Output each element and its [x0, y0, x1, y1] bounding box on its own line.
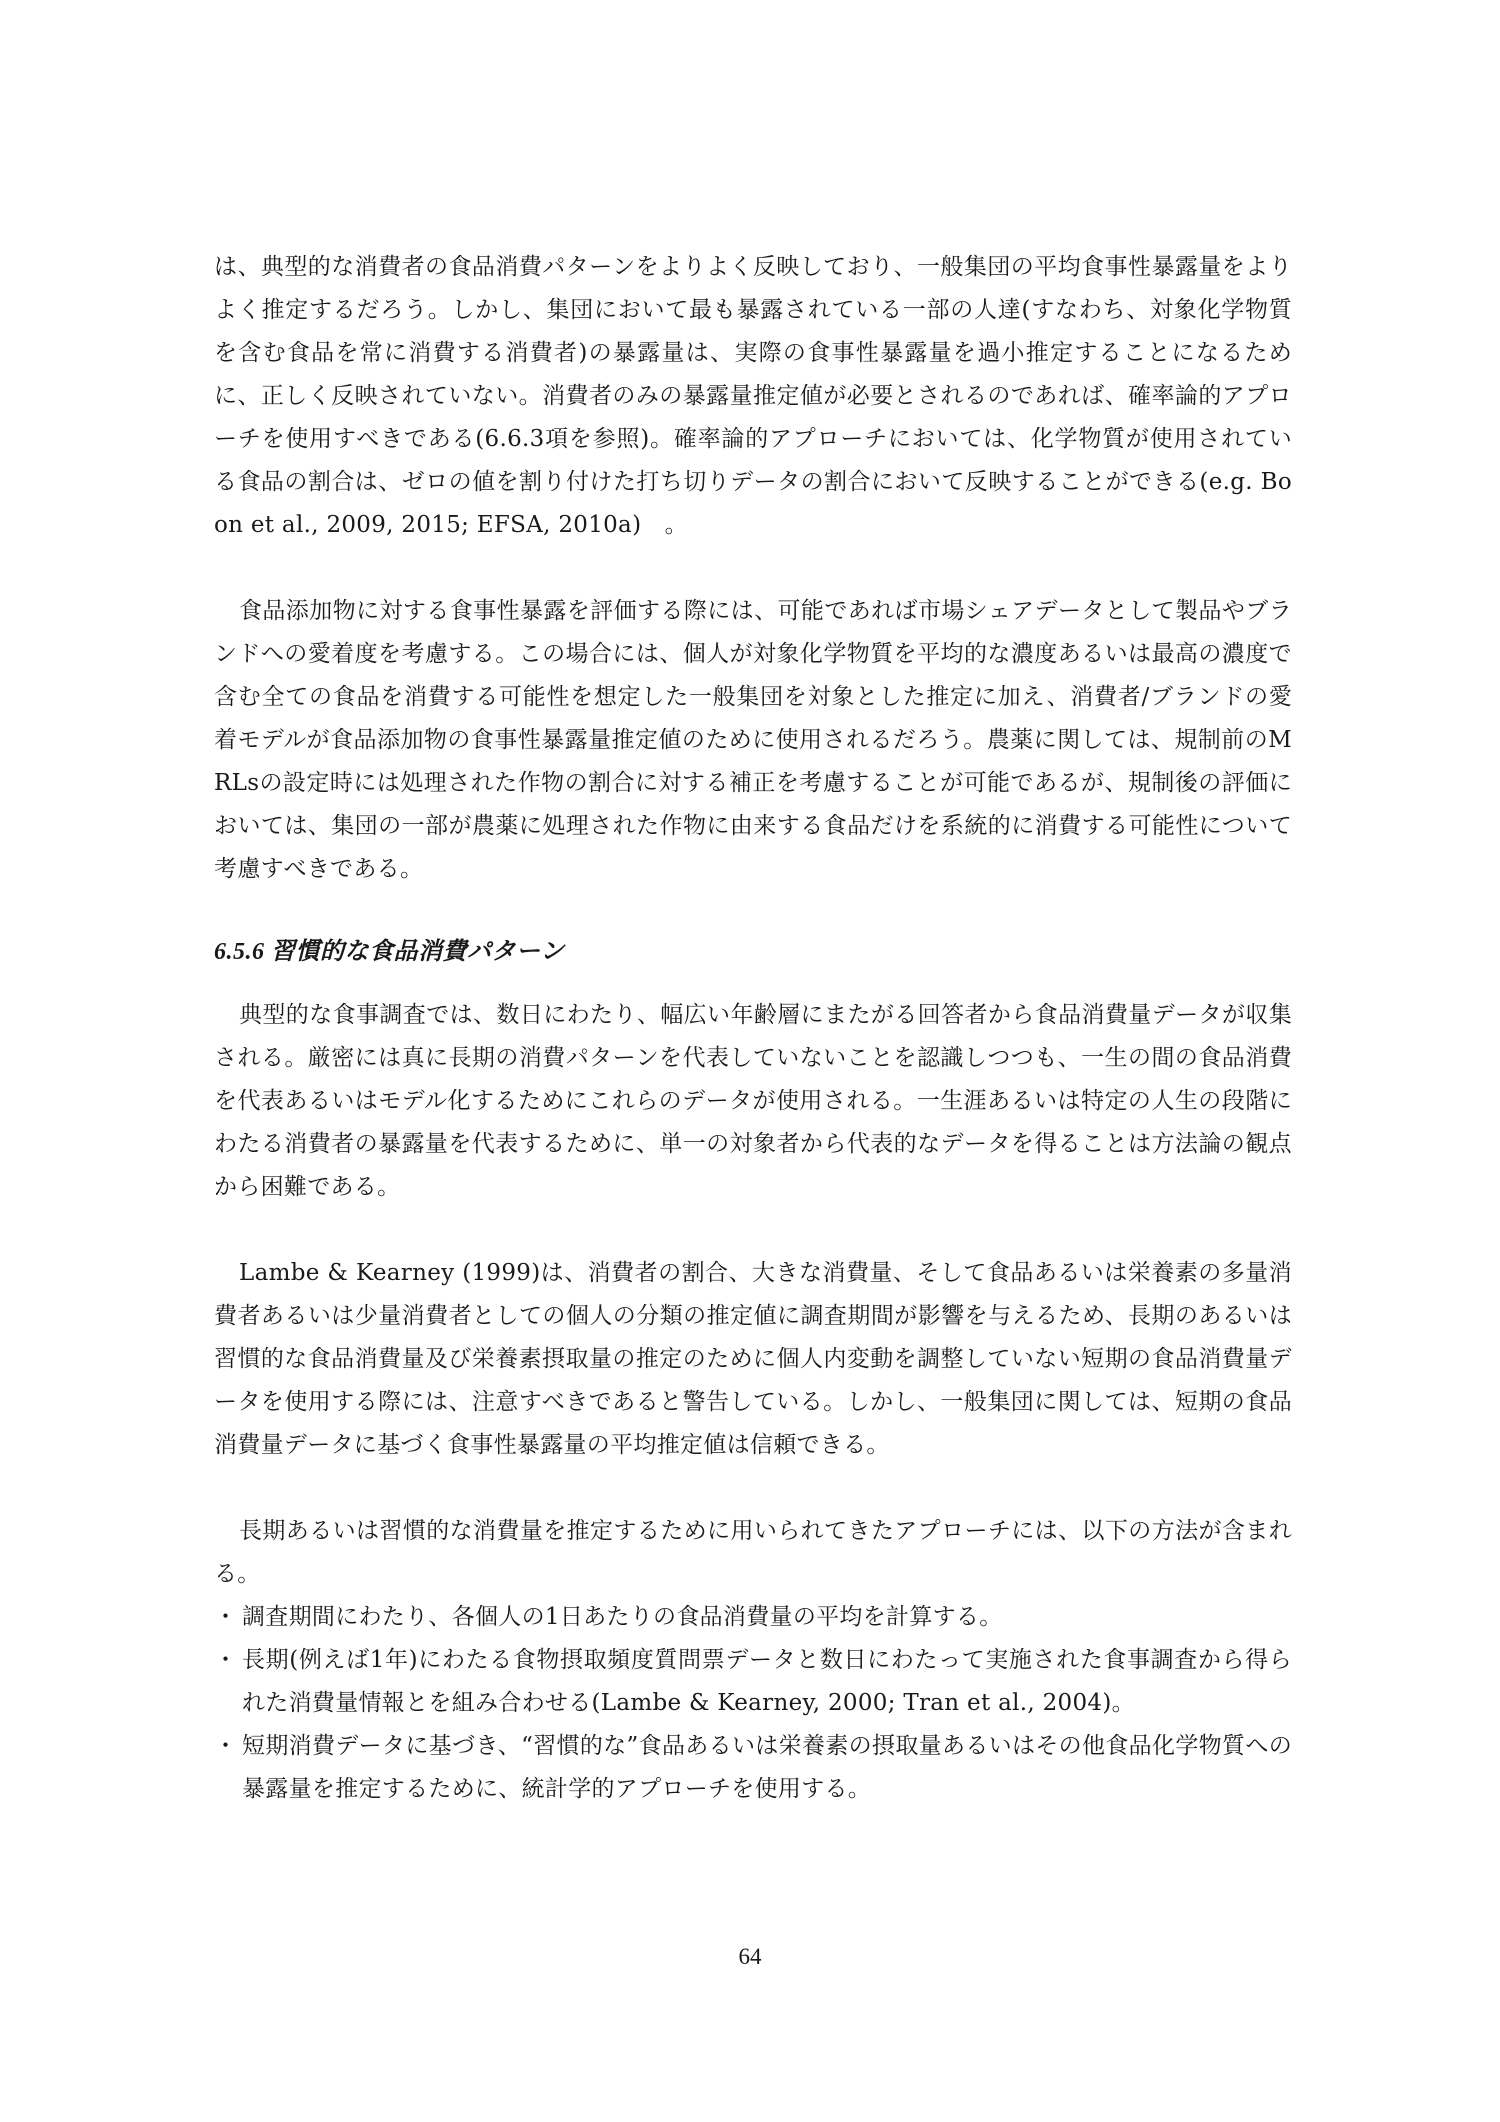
page-number: 64: [738, 1944, 762, 1969]
bullet-mark: ・: [214, 1733, 238, 1759]
paragraph-spacer: [214, 547, 1292, 590]
section-spacer: [214, 891, 1292, 931]
list-item: [214, 1725, 1292, 1811]
section-spacer: [214, 974, 1292, 994]
list-item-text: 調査期間にわたり、各個人の1日あたりの食品消費量の平均を計算する。: [242, 1604, 1003, 1630]
paragraph-food-additives: 食品添加物に対する食事性暴露を評価する際には、可能であれば市場シェアデータとして製品やブランドへの愛着度を考慮する。この場合には、個人が対象化学物質を平均的な濃度あるいは最高の濃度で含む全ての食品を消費する可能性を想定した一般集団を対象とした推定に加え、消費者/ブランドの愛着モデルが食品添加物の食事性暴露量推定値のために使用されるだろう。農薬に関しては、規制前のMRLsの設定時には処理された作物の割合に対する補正を考慮することが可能であるが、規制後の評価においては、集団の一部が農薬に処理された作物に由来する食品だけを系統的に消費する可能性について考慮すべきである。: [214, 598, 1292, 882]
paragraph-continuation: は、典型的な消費者の食品消費パターンをよりよく反映しており、一般集団の平均食事性暴露量をよりよく推定するだろう。しかし、集団において最も暴露されている一部の人達(すなわち、対象化学物質を含む食品を常に消費する消費者)の暴露量は、実際の食事性暴露量を過小推定することになるために、正しく反映されていない。消費者のみの暴露量推定値が必要とされるのであれば、確率論的アプローチを使用すべきである(6.6.3項を参照)。確率論的アプローチにおいては、化学物質が使用されている食品の割合は、ゼロの値を割り付けた打ち切りデータの割合において反映することができる(e.g. Boon et al., 2009, 2015; EFSA, 2010a) 。: [214, 254, 1292, 538]
bullet-mark: ・: [214, 1604, 238, 1630]
approaches-list: [214, 1596, 1292, 1811]
paragraph-spacer: [214, 1209, 1292, 1252]
bullet-mark: ・: [214, 1647, 238, 1673]
page-body: [214, 246, 1292, 1811]
list-item: [214, 1639, 1292, 1725]
list-item: [214, 1596, 1292, 1639]
paragraph-spacer: [214, 1467, 1292, 1510]
list-item-text: 長期(例えば1年)にわたる食物摂取頻度質問票データと数日にわたって実施された食事調査から得られた消費量情報とを組み合わせる(Lambe & Kearney, 2000; Tran et al., 2004)。: [242, 1647, 1292, 1716]
paragraph-approaches-intro: 長期あるいは習慣的な消費量を推定するために用いられてきたアプローチには、以下の方法が含まれる。: [214, 1518, 1292, 1587]
paragraph-typical-survey: 典型的な食事調査では、数日にわたり、幅広い年齢層にまたがる回答者から食品消費量データが収集される。厳密には真に長期の消費パターンを代表していないことを認識しつつも、一生の間の食品消費を代表あるいはモデル化するためにこれらのデータが使用される。一生涯あるいは特定の人生の段階にわたる消費者の暴露量を代表するために、単一の対象者から代表的なデータを得ることは方法論の観点から困難である。: [214, 1002, 1292, 1200]
section-heading: 6.5.6 習慣的な食品消費パターン: [214, 939, 565, 965]
list-item-text: 短期消費データに基づき、“習慣的な”食品あるいは栄養素の摂取量あるいはその他食品化学物質への暴露量を推定するために、統計学的アプローチを使用する。: [242, 1733, 1292, 1802]
paragraph-lambe-kearney: Lambe & Kearney (1999)は、消費者の割合、大きな消費量、そして食品あるいは栄養素の多量消費者あるいは少量消費者としての個人の分類の推定値に調査期間が影響を与えるため、長期のあるいは習慣的な食品消費量及び栄養素摂取量の推定のために個人内変動を調整していない短期の食品消費量データを使用する際には、注意すべきであると警告している。しかし、一般集団に関しては、短期の食品消費量データに基づく食事性暴露量の平均推定値は信頼できる。: [214, 1260, 1292, 1458]
